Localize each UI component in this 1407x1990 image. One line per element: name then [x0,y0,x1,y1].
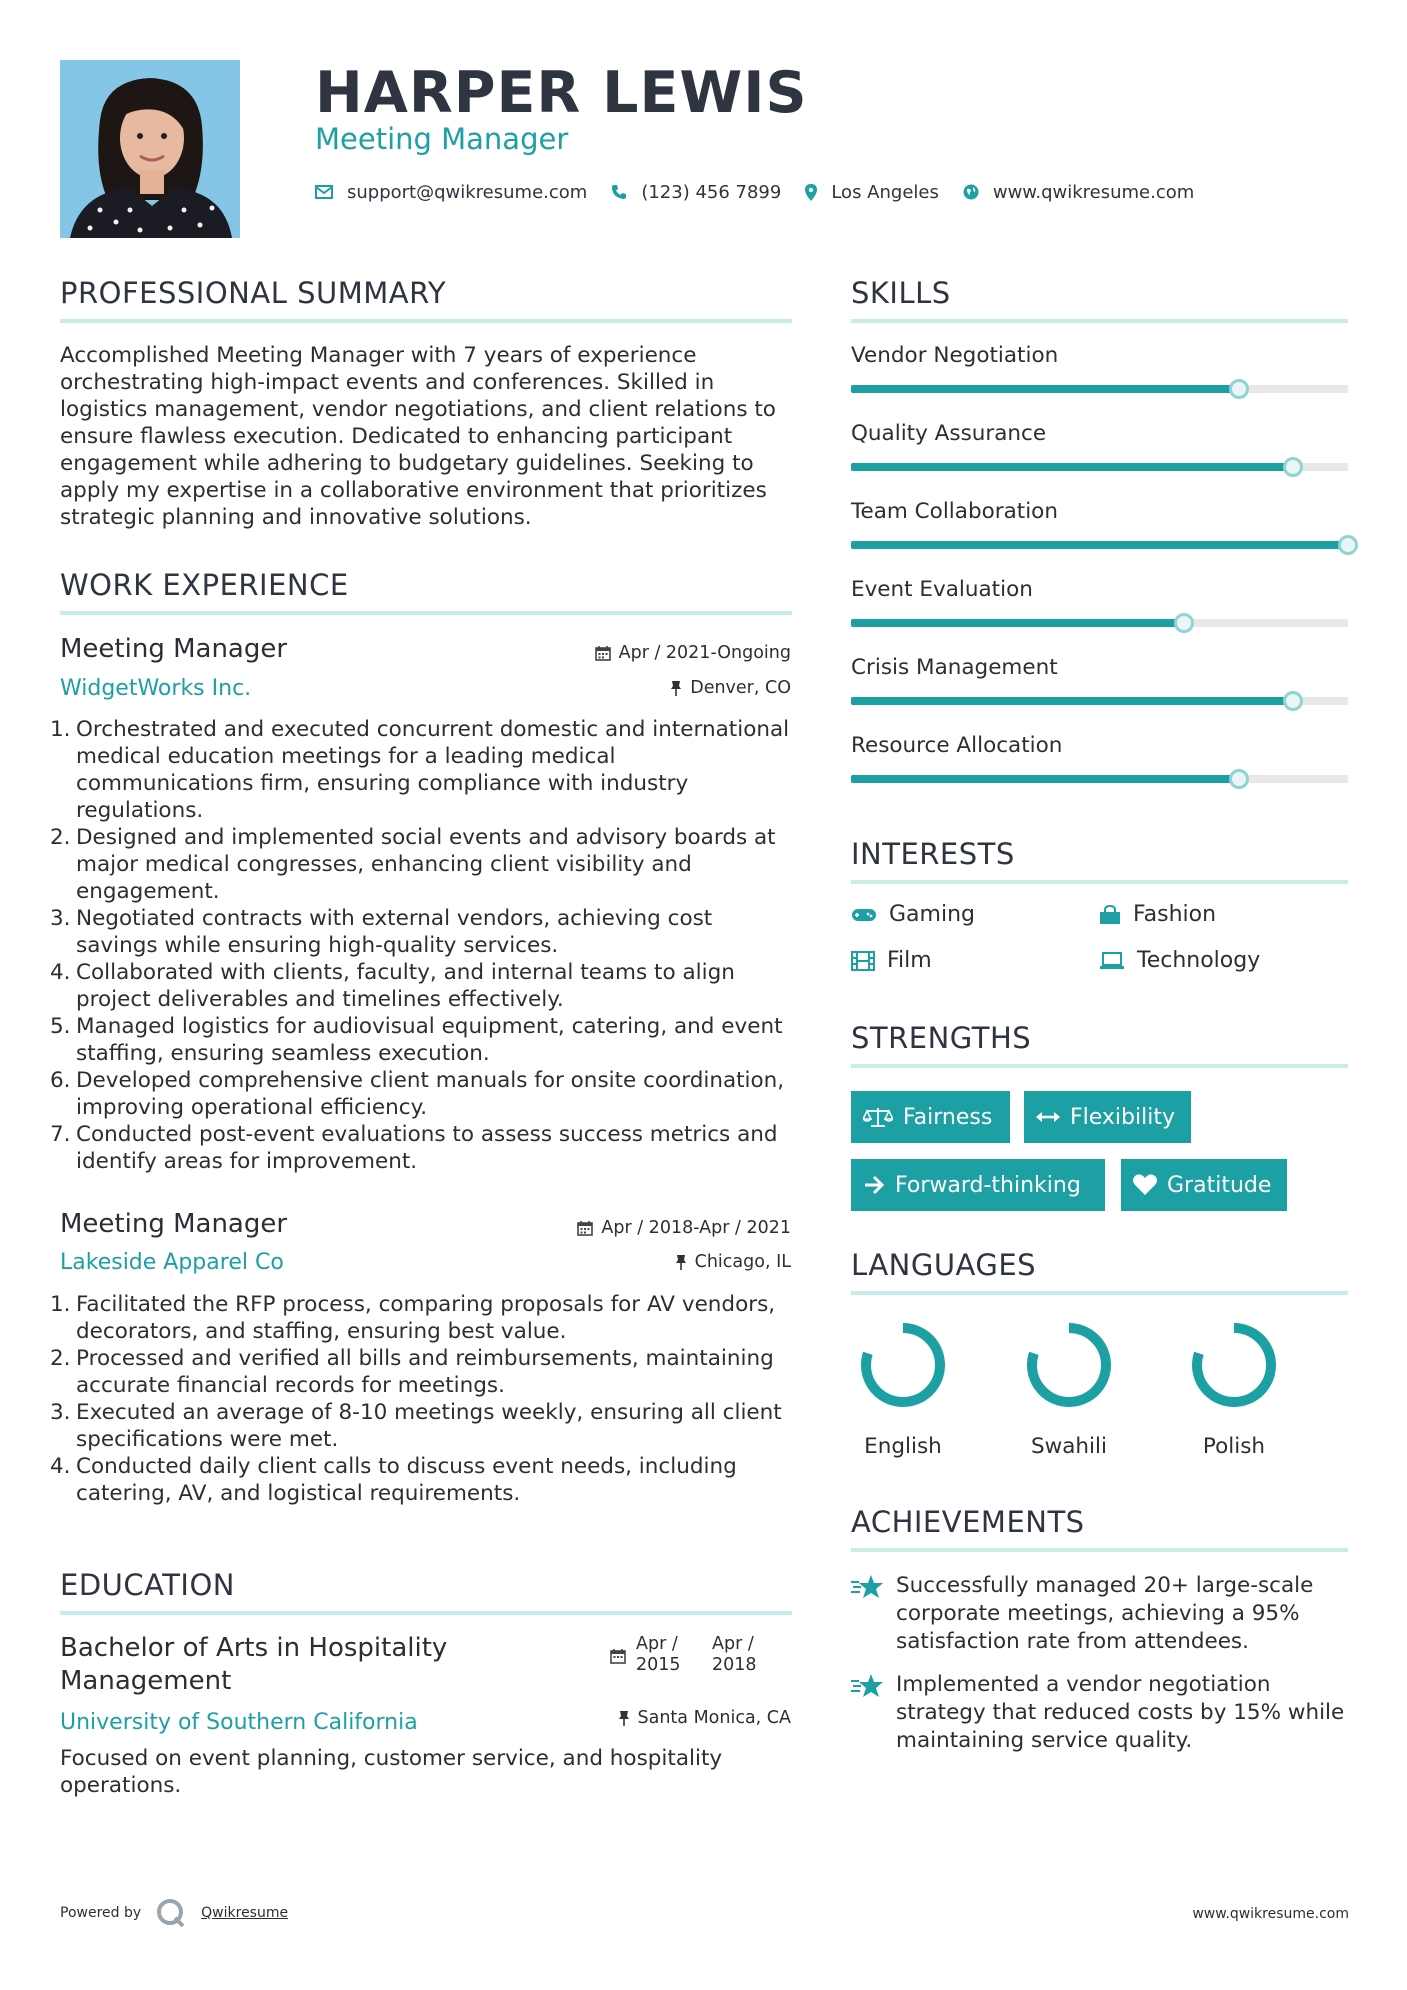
interest-label: Film [887,948,932,973]
skill-level-knob [1174,613,1194,633]
summary-divider [60,319,792,323]
interest-film [851,948,932,973]
responsibility-item [50,1291,798,1345]
job-location [675,1252,791,1272]
interests-heading: INTERESTS [851,837,1015,871]
skill-label: Crisis Management [851,655,1058,680]
calendar-icon [577,1220,593,1236]
responsibility-item [50,1121,798,1175]
item-text: Conducted post-event evaluations to assess success metrics and identify areas for improvement. [76,1122,778,1174]
summary-text: Accomplished Meeting Manager with 7 years of experience orchestrating high-impact events and conferences. Skilled in logistics management, vendor negotiations, and client relations to ensure flawless execution. Dedicated to enhancing participant engagement while adhering to budgetary guidelines. Seeking to apply my expertise in a collaborative environment that prioritizes strategic planning and innovative solutions. [60,343,776,530]
item-number: 1. [50,717,71,742]
language-proficiency-ring [1024,1320,1114,1410]
skill-level-knob [1229,769,1249,789]
strength-label: Flexibility [1070,1104,1175,1130]
job-company: Lakeside Apparel Co [60,1250,284,1275]
interest-gaming [851,902,975,927]
education-divider [60,1611,792,1615]
skills-heading: SKILLS [851,276,951,310]
heart-icon [1133,1174,1157,1196]
profile-photo [60,60,240,238]
education-heading: EDUCATION [60,1568,236,1602]
footer-powered-by [60,1898,288,1928]
person-portrait-icon [60,60,240,238]
envelope-icon [315,185,333,199]
star-award-icon [851,1671,896,1755]
candidate-name: HARPER LEWIS [315,60,808,126]
item-number: 2. [50,825,71,850]
calendar-icon [610,1648,626,1668]
responsibility-item [50,1399,798,1453]
responsibility-item [50,1453,798,1507]
strength-chip-fairness [851,1091,1010,1143]
skill-level-fill [851,541,1348,549]
strength-chip-flexibility [1024,1091,1191,1143]
strength-chip-forward-thinking [851,1159,1105,1211]
achievement-text: Implemented a vendor negotiation strategy that reduced costs by 15% while maintaining service quality. [896,1672,1345,1753]
interest-label: Technology [1137,948,1261,973]
experience-heading: WORK EXPERIENCE [60,568,349,602]
education-start-date: Apr / 2015 [636,1634,681,1675]
contact-location: Los Angeles [831,181,939,203]
contact-website[interactable]: www.qwikresume.com [992,181,1195,203]
laptop-icon [1099,952,1125,970]
language-proficiency-arc [1032,1328,1106,1402]
achievements-divider [851,1548,1348,1552]
job-company: WidgetWorks Inc. [60,676,252,701]
item-text: Processed and verified all bills and reimbursements, maintaining accurate financial records for meetings. [76,1346,774,1398]
strengths-heading: STRENGTHS [851,1021,1032,1055]
responsibility-item [50,1345,798,1399]
skill-label: Quality Assurance [851,421,1047,446]
skill-level-bar [851,775,1348,783]
item-text: Orchestrated and executed concurrent domestic and international medical education meetings for a leading medical communications firm, ensuring compliance with industry regulations. [76,717,790,823]
language-proficiency-arc [866,1328,940,1402]
item-number: 2. [50,1346,71,1371]
language-name: Swahili [1031,1434,1107,1459]
item-text: Facilitated the RFP process, comparing proposals for AV vendors, decorators, and staffing, ensuring best value. [76,1292,776,1344]
pushpin-icon [675,1254,687,1270]
item-number: 6. [50,1068,71,1093]
skill-level-fill [851,697,1293,705]
strength-label: Gratitude [1167,1172,1272,1198]
responsibility-item [50,1013,798,1067]
achievement-item [851,1671,1351,1755]
responsibility-item [50,959,798,1013]
school-name: University of Southern California [60,1710,418,1735]
skill-level-fill [851,463,1293,471]
item-text: Collaborated with clients, faculty, and internal teams to align project deliverables and timelines effectively. [76,960,735,1012]
job-title: Meeting Manager [60,1209,288,1239]
qwikresume-link[interactable]: Qwikresume [201,1905,289,1921]
achievement-text: Successfully managed 20+ large-scale corporate meetings, achieving a 95% satisfaction rate from attendees. [896,1573,1314,1654]
skill-level-bar [851,385,1348,393]
interest-label: Gaming [889,902,975,927]
skill-level-knob [1283,457,1303,477]
job-responsibilities [50,1291,798,1507]
skill-label: Vendor Negotiation [851,343,1059,368]
responsibility-item [50,716,798,824]
shopping-bag-icon [1099,905,1121,925]
item-number: 1. [50,1292,71,1317]
item-text: Developed comprehensive client manuals for onsite coordination, improving operational efficiency. [76,1068,785,1120]
language-proficiency-ring [858,1320,948,1410]
skill-level-fill [851,385,1239,393]
degree-title: Bachelor of Arts in Hospitality Management [60,1633,448,1696]
skill-level-bar [851,697,1348,705]
film-icon [851,951,875,971]
job-dates-text: Apr / 2021-Ongoing [618,643,791,663]
item-text: Executed an average of 8-10 meetings weekly, ensuring all client specifications were met. [76,1400,782,1452]
strength-chip-gratitude [1121,1159,1287,1211]
strengths-divider [851,1064,1348,1068]
balance-scale-icon [863,1106,893,1128]
item-text: Negotiated contracts with external vendors, achieving cost savings while ensuring high-quality services. [76,906,713,958]
candidate-title: Meeting Manager [315,122,569,156]
map-marker-icon [805,184,817,201]
responsibility-item [50,905,798,959]
phone-icon [611,184,627,200]
responsibility-item [50,1067,798,1121]
strength-label: Fairness [903,1104,993,1130]
item-number: 5. [50,1014,71,1039]
languages-heading: LANGUAGES [851,1248,1037,1282]
item-text: Conducted daily client calls to discuss event needs, including catering, AV, and logistical requirements. [76,1454,737,1506]
gamepad-icon [851,907,877,923]
item-number: 3. [50,1400,71,1425]
contact-bar [315,178,1218,206]
skill-level-fill [851,775,1239,783]
achievements-heading: ACHIEVEMENTS [851,1505,1085,1539]
skill-level-bar [851,463,1348,471]
skill-level-knob [1338,535,1358,555]
contact-email[interactable]: support@qwikresume.com [347,181,588,203]
item-number: 7. [50,1122,71,1147]
education-end-date: Apr / 2018 [712,1634,757,1675]
item-number: 4. [50,1454,71,1479]
skill-level-bar [851,619,1348,627]
job-responsibilities [50,716,798,1175]
calendar-icon [595,645,611,661]
item-text: Designed and implemented social events and advisory boards at major medical congresses, enhancing client visibility and engagement. [76,825,776,904]
job-location-text: Denver, CO [690,678,791,698]
skills-divider [851,319,1348,323]
summary-heading: PROFESSIONAL SUMMARY [60,276,447,310]
qwikresume-logo-icon [155,1898,189,1928]
skill-level-knob [1229,379,1249,399]
footer-url[interactable]: www.qwikresume.com [1192,1906,1349,1922]
language-name: Polish [1202,1434,1266,1459]
skill-label: Event Evaluation [851,577,1033,602]
arrow-right-icon [863,1175,885,1195]
languages-divider [851,1291,1348,1295]
language-proficiency-ring [1189,1320,1279,1410]
job-dates-text: Apr / 2018-Apr / 2021 [601,1218,791,1238]
skill-level-knob [1283,691,1303,711]
powered-by-label: Powered by [60,1905,142,1921]
skill-level-bar [851,541,1348,549]
item-number: 4. [50,960,71,985]
pushpin-icon [618,1710,630,1726]
skill-label: Resource Allocation [851,733,1063,758]
interests-divider [851,880,1348,884]
job-title: Meeting Manager [60,634,288,664]
job-dates [595,643,791,663]
skill-label: Team Collaboration [851,499,1058,524]
interest-fashion [1099,902,1216,927]
school-location-text: Santa Monica, CA [637,1708,791,1728]
item-number: 3. [50,906,71,931]
contact-phone[interactable]: (123) 456 7899 [641,181,782,203]
double-arrow-icon [1036,1110,1060,1124]
star-award-icon [851,1572,896,1656]
interest-label: Fashion [1133,902,1217,927]
strength-label: Forward-thinking [895,1172,1081,1198]
experience-divider [60,611,792,615]
item-text: Managed logistics for audiovisual equipment, catering, and event staffing, ensuring seamless execution. [76,1014,783,1066]
interest-technology [1099,948,1260,973]
achievement-item [851,1572,1351,1656]
skill-level-fill [851,619,1184,627]
job-dates [577,1218,791,1238]
school-location [618,1708,792,1728]
globe-icon [963,184,979,200]
job-location [670,678,791,698]
language-proficiency-arc [1197,1328,1271,1402]
job-location-text: Chicago, IL [694,1252,791,1272]
responsibility-item [50,824,798,905]
education-description: Focused on event planning, customer service, and hospitality operations. [60,1746,723,1798]
language-name: English [864,1434,942,1459]
pushpin-icon [670,680,682,696]
